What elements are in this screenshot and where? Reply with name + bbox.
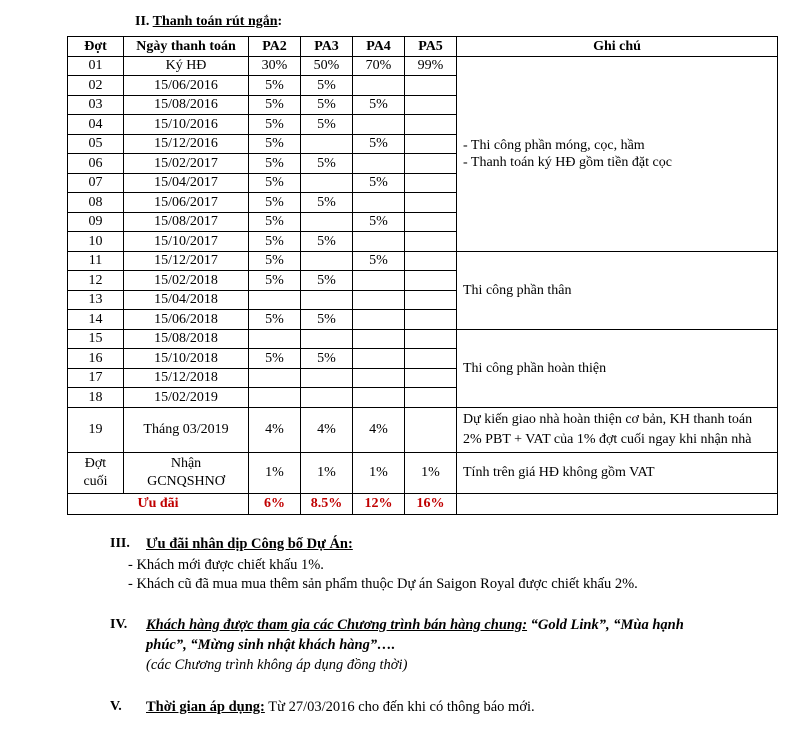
cell-pa3: 5% <box>301 232 353 252</box>
cell-pa5 <box>405 173 457 193</box>
cell-date-final <box>124 452 249 493</box>
cell-pa2 <box>249 368 301 388</box>
cell-pa3 <box>301 329 353 349</box>
table-row <box>68 251 778 271</box>
cell-pa4: 5% <box>353 212 405 232</box>
cell-pa2: 5% <box>249 212 301 232</box>
cell-pa3: 5% <box>301 154 353 174</box>
cell-pa4 <box>353 329 405 349</box>
header-pa5: PA5 <box>405 37 457 57</box>
cell-pa3 <box>301 388 353 408</box>
cell-pa2: 5% <box>249 115 301 135</box>
cell-pa5 <box>405 95 457 115</box>
section-4-title-line2: phúc”, “Mừng sinh nhật khách hàng”…. <box>146 637 396 653</box>
header-payment-date: Ngày thanh toán <box>124 37 249 57</box>
cell-pa2: 5% <box>249 251 301 271</box>
section-2-colon: : <box>277 14 283 29</box>
cell-pa5 <box>405 134 457 154</box>
cell-pa5 <box>405 310 457 330</box>
cell-pa4 <box>353 349 405 369</box>
cell-pa5: 99% <box>405 56 457 76</box>
promotion-pa3: 8.5% <box>301 493 353 514</box>
cell-dot: 19 <box>68 407 124 452</box>
promotion-pa4: 12% <box>353 493 405 514</box>
section-5-numeral: V. <box>110 699 122 714</box>
cell-pa4 <box>353 271 405 291</box>
cell-pa4 <box>353 388 405 408</box>
cell-pa3: 5% <box>301 349 353 369</box>
cell-pa5 <box>405 368 457 388</box>
cell-date: 15/04/2018 <box>124 290 249 310</box>
table-header-row <box>68 37 778 57</box>
cell-pa3 <box>301 212 353 232</box>
cell-pa4: 5% <box>353 95 405 115</box>
cell-dot: 08 <box>68 193 124 213</box>
cell-date: 15/06/2018 <box>124 310 249 330</box>
table-row-promotion <box>68 493 778 514</box>
cell-date: Ký HĐ <box>124 56 249 76</box>
cell-dot: 16 <box>68 349 124 369</box>
promotion-pa5: 16% <box>405 493 457 514</box>
cell-pa4 <box>353 193 405 213</box>
notes-final: Tính trên giá HĐ không gồm VAT <box>457 452 778 493</box>
cell-pa4 <box>353 310 405 330</box>
cell-pa3 <box>301 173 353 193</box>
cell-pa3: 5% <box>301 115 353 135</box>
header-pa2: PA2 <box>249 37 301 57</box>
cell-dot-final <box>68 452 124 493</box>
cell-pa3 <box>301 368 353 388</box>
final-dot-line2: cuối <box>83 473 108 489</box>
cell-pa2: 5% <box>249 271 301 291</box>
cell-pa2: 5% <box>249 76 301 96</box>
cell-pa3: 5% <box>301 310 353 330</box>
cell-pa3: 5% <box>301 95 353 115</box>
cell-pa5 <box>405 212 457 232</box>
cell-pa4 <box>353 368 405 388</box>
cell-pa5 <box>405 232 457 252</box>
cell-pa2: 5% <box>249 349 301 369</box>
cell-date: 15/10/2018 <box>124 349 249 369</box>
cell-pa4 <box>353 232 405 252</box>
cell-pa5 <box>405 290 457 310</box>
cell-date: Tháng 03/2019 <box>124 407 249 452</box>
header-dot: Đợt <box>68 37 124 57</box>
section-3-bullet-1: - Khách mới được chiết khấu 1%. <box>128 557 324 573</box>
section-5-title: Thời gian áp dụng: <box>146 699 265 715</box>
header-pa3: PA3 <box>301 37 353 57</box>
cell-pa3: 5% <box>301 76 353 96</box>
cell-pa3 <box>301 290 353 310</box>
cell-pa2: 5% <box>249 95 301 115</box>
cell-pa4: 5% <box>353 173 405 193</box>
section-2-heading <box>135 14 282 30</box>
section-4-note: (các Chương trình không áp dụng đồng thời) <box>146 657 408 673</box>
cell-dot: 18 <box>68 388 124 408</box>
cell-pa4: 5% <box>353 134 405 154</box>
cell-pa2: 5% <box>249 134 301 154</box>
cell-pa4: 1% <box>353 452 405 493</box>
cell-pa3 <box>301 251 353 271</box>
cell-pa4: 4% <box>353 407 405 452</box>
cell-date: 15/12/2016 <box>124 134 249 154</box>
section-2-title: Thanh toán rút ngắn <box>152 14 278 29</box>
header-notes: Ghi chú <box>457 37 778 57</box>
section-3-bullet-2: - Khách cũ đã mua mua thêm sản phẩm thuộc Dự án Saigon Royal được chiết khấu 2%. <box>128 576 638 592</box>
table-row <box>68 407 778 452</box>
cell-date: 15/02/2019 <box>124 388 249 408</box>
payment-schedule-table <box>67 36 778 515</box>
cell-dot: 10 <box>68 232 124 252</box>
cell-pa5 <box>405 251 457 271</box>
cell-pa5 <box>405 349 457 369</box>
section-3-numeral: III. <box>110 536 130 551</box>
cell-pa2: 5% <box>249 310 301 330</box>
cell-pa2: 1% <box>249 452 301 493</box>
final-date-line1: Nhận <box>170 455 202 471</box>
cell-pa5 <box>405 407 457 452</box>
cell-date: 15/12/2017 <box>124 251 249 271</box>
cell-pa2: 4% <box>249 407 301 452</box>
cell-pa2: 5% <box>249 193 301 213</box>
cell-dot: 04 <box>68 115 124 135</box>
cell-pa5 <box>405 154 457 174</box>
promotion-note-empty <box>457 493 778 514</box>
cell-dot: 14 <box>68 310 124 330</box>
cell-pa3: 5% <box>301 271 353 291</box>
table-row <box>68 56 778 76</box>
table-row <box>68 329 778 349</box>
cell-pa2: 5% <box>249 173 301 193</box>
section-4-title-underlined: Khách hàng được tham gia các Chương trình bán hàng chung: <box>146 617 528 633</box>
final-date-line2: GCNQSHNƠ <box>147 473 225 489</box>
header-pa4: PA4 <box>353 37 405 57</box>
cell-date: 15/10/2017 <box>124 232 249 252</box>
section-5-line <box>146 699 535 716</box>
cell-pa2: 5% <box>249 232 301 252</box>
cell-dot: 01 <box>68 56 124 76</box>
cell-dot: 17 <box>68 368 124 388</box>
section-4-title-rest: “Gold Link”, “Mùa hạnh <box>527 617 684 633</box>
notes-structure: Thi công phần thân <box>457 251 778 329</box>
cell-date: 15/08/2017 <box>124 212 249 232</box>
cell-date: 15/02/2018 <box>124 271 249 291</box>
cell-pa5 <box>405 115 457 135</box>
cell-dot: 06 <box>68 154 124 174</box>
cell-pa4 <box>353 154 405 174</box>
promotion-label: Ưu đãi <box>68 493 249 514</box>
promotion-pa2: 6% <box>249 493 301 514</box>
cell-pa3: 50% <box>301 56 353 76</box>
cell-pa4: 70% <box>353 56 405 76</box>
cell-pa5 <box>405 388 457 408</box>
cell-date: 15/02/2017 <box>124 154 249 174</box>
cell-pa3 <box>301 134 353 154</box>
cell-dot: 02 <box>68 76 124 96</box>
cell-pa2: 5% <box>249 154 301 174</box>
cell-pa3: 5% <box>301 193 353 213</box>
section-2-numeral: II. <box>135 14 150 29</box>
cell-dot: 11 <box>68 251 124 271</box>
cell-pa2 <box>249 290 301 310</box>
cell-pa5 <box>405 271 457 291</box>
cell-pa5 <box>405 76 457 96</box>
cell-dot: 13 <box>68 290 124 310</box>
cell-date: 15/06/2017 <box>124 193 249 213</box>
cell-dot: 05 <box>68 134 124 154</box>
section-5-text: Từ 27/03/2016 cho đến khi có thông báo mới. <box>264 699 535 715</box>
cell-dot: 09 <box>68 212 124 232</box>
cell-pa2: 30% <box>249 56 301 76</box>
cell-date: 15/08/2016 <box>124 95 249 115</box>
cell-pa4 <box>353 115 405 135</box>
note-foundation-line2: - Thanh toán ký HĐ gồm tiền đặt cọc <box>463 154 672 170</box>
section-4-numeral: IV. <box>110 617 128 632</box>
cell-date: 15/04/2017 <box>124 173 249 193</box>
cell-dot: 12 <box>68 271 124 291</box>
notes-finishing: Thi công phần hoàn thiện <box>457 329 778 407</box>
cell-dot: 15 <box>68 329 124 349</box>
cell-pa5 <box>405 329 457 349</box>
notes-handover: Dự kiến giao nhà hoàn thiện cơ bản, KH thanh toán 2% PBT + VAT của 1% đợt cuối ngay khi nhận nhà <box>457 407 778 452</box>
cell-pa4: 5% <box>353 251 405 271</box>
cell-pa5 <box>405 193 457 213</box>
cell-date: 15/10/2016 <box>124 115 249 135</box>
section-3-title: Ưu đãi nhân dịp Công bố Dự Án: <box>146 536 353 552</box>
cell-date: 15/06/2016 <box>124 76 249 96</box>
cell-pa4 <box>353 76 405 96</box>
section-4-title <box>146 617 786 634</box>
cell-pa3: 4% <box>301 407 353 452</box>
notes-foundation <box>457 56 778 251</box>
final-dot-line1: Đợt <box>84 455 107 471</box>
cell-pa2 <box>249 388 301 408</box>
cell-pa5: 1% <box>405 452 457 493</box>
cell-date: 15/08/2018 <box>124 329 249 349</box>
table-row-final <box>68 452 778 493</box>
cell-pa4 <box>353 290 405 310</box>
cell-dot: 03 <box>68 95 124 115</box>
cell-date: 15/12/2018 <box>124 368 249 388</box>
cell-pa3: 1% <box>301 452 353 493</box>
cell-pa2 <box>249 329 301 349</box>
cell-dot: 07 <box>68 173 124 193</box>
note-foundation-line1: - Thi công phần móng, cọc, hầm <box>463 137 645 153</box>
